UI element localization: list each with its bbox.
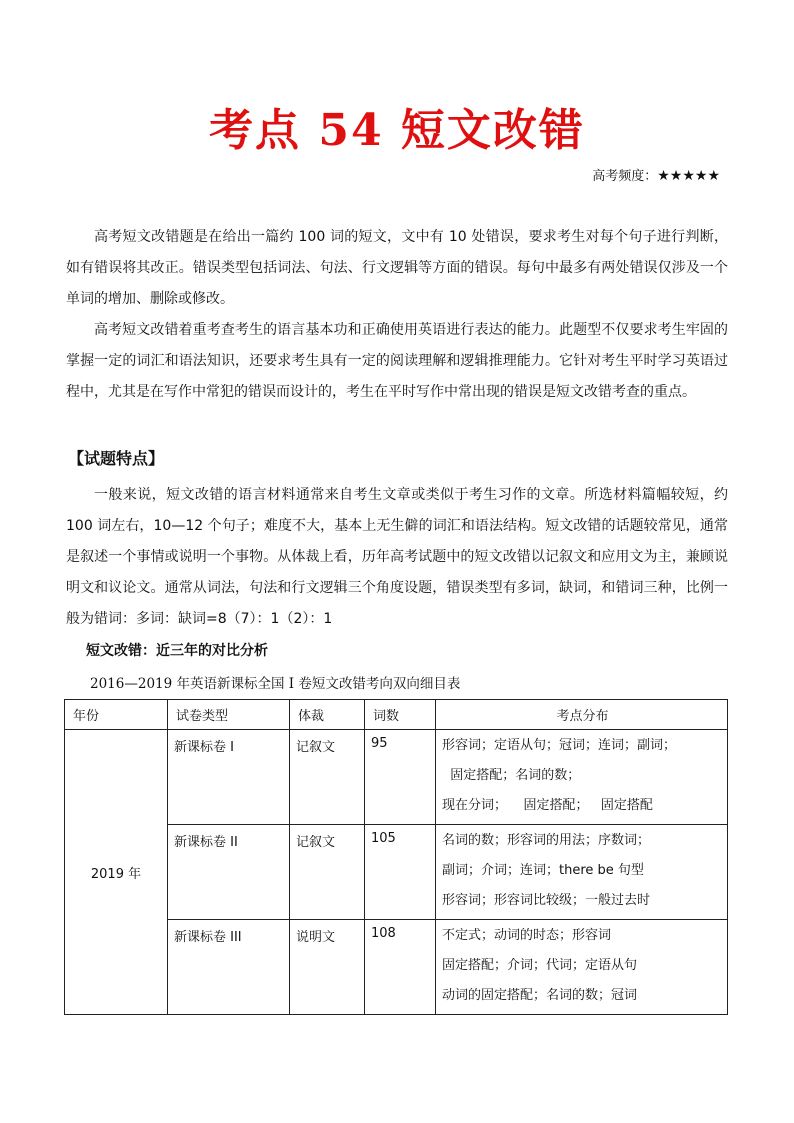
year-cell: 2019 年 <box>65 730 168 1015</box>
star-rating-icon: ★★★★★ <box>657 168 720 184</box>
point-line: 现在分词； 固定搭配； 固定搭配 <box>442 798 653 813</box>
words-cell: 108 <box>365 920 436 1015</box>
point-line: 不定式；动词的时态；形容词 <box>442 928 612 943</box>
section-title: 【试题特点】 <box>68 449 165 468</box>
table-header-row <box>65 700 728 730</box>
header-paper: 试卷类型 <box>168 700 290 730</box>
header-points: 考点分布 <box>436 700 728 730</box>
analysis-table <box>64 699 728 1015</box>
point-line: 固定搭配；名词的数； <box>442 768 581 783</box>
subheading: 短文改错：近三年的对比分析 <box>86 643 268 659</box>
words-cell: 105 <box>365 825 436 920</box>
paper-cell: 新课标卷 III <box>168 920 290 1015</box>
point-line: 名词的数；形容词的用法；序数词； <box>442 833 651 848</box>
point-line: 形容词；形容词比较级；一般过去时 <box>442 893 651 908</box>
section-paragraph: 一般来说，短文改错的语言材料通常来自考生文章或类似于考生习作的文章。所选材料篇幅较短，约 100 词左右，10—12 个句子；难度不大，基本上无生僻的词汇和语法结构。短文改错的话题较常见，通常是叙述一个事情或说明一个事物。从体裁上看，历年高考试题中的短文改错以记叙文和应用文为主，兼顾说明文和议论文。通常从词法，句法和行文逻辑三个角度设题，错误类型有多词，缺词，和错词三种，比例一般为错词：多词：缺词=8（7）：1（2）：1 <box>66 487 728 627</box>
exam-frequency <box>592 165 720 184</box>
point-line: 副词；介词；连词；there be 句型 <box>442 863 644 878</box>
intro-paragraph-1: 高考短文改错题是在给出一篇约 100 词的短文，文中有 10 处错误，要求考生对每个句子进行判断，如有错误将其改正。错误类型包括词法、句法、行文逻辑等方面的错误。每句中最多有两处错误仅涉及一个单词的增加、删除或修改。 <box>66 229 728 307</box>
points-cell <box>436 825 728 920</box>
page-title: 考点 54 短文改错 <box>209 105 585 156</box>
point-line: 动词的固定搭配；名词的数；冠词 <box>442 988 638 1003</box>
paper-cell: 新课标卷 II <box>168 825 290 920</box>
points-cell <box>436 730 728 825</box>
genre-cell: 记叙文 <box>290 825 365 920</box>
intro-paragraph-2: 高考短文改错着重考查考生的语言基本功和正确使用英语进行表达的能力。此题型不仅要求考生牢固的掌握一定的词汇和语法知识，还要求考生具有一定的阅读理解和逻辑推理能力。它针对考生平时学习英语过程中，尤其是在写作中常犯的错误而设计的，考生在平时写作中常出现的错误是短文改错考查的重点。 <box>66 322 728 400</box>
genre-cell: 说明文 <box>290 920 365 1015</box>
table-caption: 2016—2019 年英语新课标全国 I 卷短文改错考向双向细目表 <box>90 676 461 692</box>
header-genre: 体裁 <box>290 700 365 730</box>
point-line: 固定搭配；介词；代词；定语从句 <box>442 958 638 973</box>
table-row <box>65 730 728 825</box>
paper-cell: 新课标卷 I <box>168 730 290 825</box>
frequency-label: 高考频度： <box>592 169 658 184</box>
genre-cell: 记叙文 <box>290 730 365 825</box>
words-cell: 95 <box>365 730 436 825</box>
point-line: 形容词；定语从句；冠词；连词；副词； <box>442 738 677 753</box>
points-cell <box>436 920 728 1015</box>
header-words: 词数 <box>365 700 436 730</box>
header-year: 年份 <box>65 700 168 730</box>
